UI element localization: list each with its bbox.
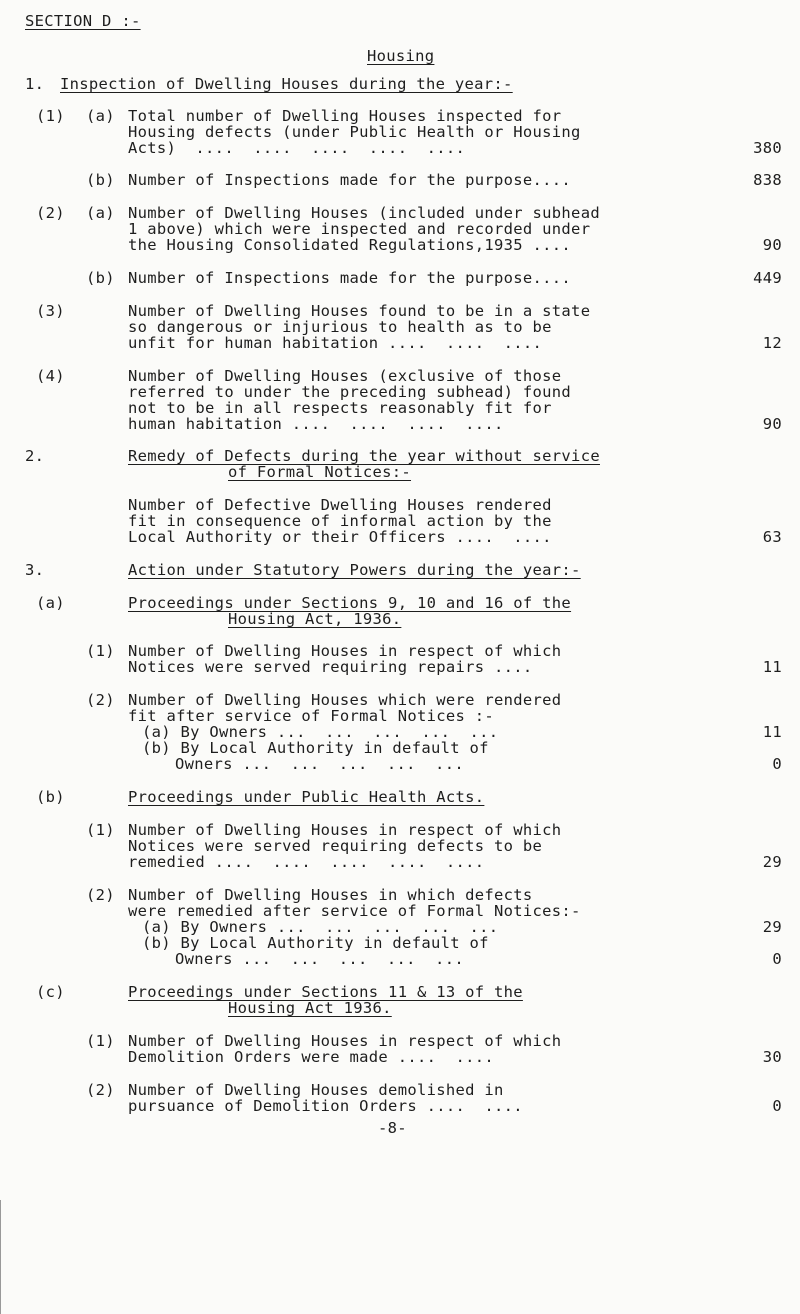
item-subline: (a) By Owners ... ... ... ... ... (142, 723, 499, 741)
subsection-label: (b) (36, 788, 65, 806)
item-sublabel: (b) (86, 269, 115, 287)
item-text-line: Local Authority or their Officers .... .... (128, 528, 552, 546)
item-value: 63 (762, 528, 782, 546)
subsection-heading-cont: Housing Act 1936. (228, 999, 392, 1017)
subsection-heading: Proceedings under Sections 11 & 13 of the (128, 983, 523, 1001)
page-title: Housing (367, 47, 435, 65)
item-text-line: pursuance of Demolition Orders .... .... (128, 1097, 523, 1115)
item-sublabel: (a) (86, 204, 115, 222)
subsection-heading: Proceedings under Public Health Acts. (128, 788, 485, 806)
item-text-line: Notices were served requiring defects to be (128, 837, 543, 855)
item-text-line: human habitation .... .... .... .... (128, 415, 504, 433)
item-text-line: were remedied after service of Formal Notices:- (128, 902, 581, 920)
item-text-line: the Housing Consolidated Regulations,1935 .... (128, 236, 572, 254)
item-text-line: Number of Inspections made for the purpose.... (128, 171, 572, 189)
item-subline: (b) By Local Authority in default of (142, 739, 489, 757)
item-value: 90 (762, 415, 782, 433)
item-label: (4) (36, 367, 65, 385)
item-text-line: Number of Dwelling Houses demolished in (128, 1081, 504, 1099)
item-text-line: Demolition Orders were made .... .... (128, 1048, 495, 1066)
section-1-heading: Inspection of Dwelling Houses during the year:- (60, 75, 513, 93)
item-text-line: referred to under the preceding subhead) found (128, 383, 572, 401)
item-label: (2) (86, 1081, 115, 1099)
item-label: (1) (86, 642, 115, 660)
item-text-line: unfit for human habitation .... .... .... (128, 334, 543, 352)
item-subline: (a) By Owners ... ... ... ... ... (142, 918, 499, 936)
item-text-line: Number of Dwelling Houses (included under subhead (128, 204, 600, 222)
item-label: (1) (86, 1032, 115, 1050)
item-value: 90 (762, 236, 782, 254)
subsection-label: (c) (36, 983, 65, 1001)
item-text-line: Number of Defective Dwelling Houses rendered (128, 496, 552, 514)
item-text-line: Number of Inspections made for the purpose.... (128, 269, 572, 287)
item-text-line: Housing defects (under Public Health or Housing (128, 123, 581, 141)
item-text-line: Number of Dwelling Houses in respect of which (128, 821, 562, 839)
item-value: 0 (772, 1097, 782, 1115)
section-3-heading: Action under Statutory Powers during the year:- (128, 561, 581, 579)
item-value: 11 (762, 658, 782, 676)
item-value: 12 (762, 334, 782, 352)
item-value: 29 (762, 853, 782, 871)
section-3-number: 3. (25, 561, 45, 579)
item-label: (3) (36, 302, 65, 320)
item-text-line: so dangerous or injurious to health as to be (128, 318, 552, 336)
scan-edge-line (0, 1200, 1, 1314)
item-value: 29 (762, 918, 782, 936)
item-label: (2) (36, 204, 65, 222)
item-value: 30 (762, 1048, 782, 1066)
item-value: 0 (772, 950, 782, 968)
item-text-line: Acts) .... .... .... .... .... (128, 139, 466, 157)
item-value: 449 (753, 269, 782, 287)
item-text-line: not to be in all respects reasonably fit for (128, 399, 552, 417)
item-value: 380 (753, 139, 782, 157)
item-sublabel: (b) (86, 171, 115, 189)
item-text-line: Total number of Dwelling Houses inspected for (128, 107, 562, 125)
item-label: (2) (86, 691, 115, 709)
subsection-heading-cont: Housing Act, 1936. (228, 610, 402, 628)
section-label: SECTION D :- (25, 12, 141, 30)
section-2-number: 2. (25, 447, 45, 465)
item-text-line: fit in consequence of informal action by the (128, 512, 552, 530)
item-text-line: Number of Dwelling Houses in which defects (128, 886, 533, 904)
page-number: -8- (378, 1119, 407, 1137)
section-2-heading-cont: of Formal Notices:- (228, 463, 412, 481)
item-subline: Owners ... ... ... ... ... (175, 755, 464, 773)
item-value: 11 (762, 723, 782, 741)
item-text-line: Number of Dwelling Houses found to be in a state (128, 302, 591, 320)
item-text-line: Number of Dwelling Houses which were rendered (128, 691, 562, 709)
item-label: (1) (36, 107, 65, 125)
subsection-heading: Proceedings under Sections 9, 10 and 16 of the (128, 594, 572, 612)
section-2-heading: Remedy of Defects during the year without service (128, 447, 600, 465)
item-subline: (b) By Local Authority in default of (142, 934, 489, 952)
item-label: (2) (86, 886, 115, 904)
item-text-line: remedied .... .... .... .... .... (128, 853, 485, 871)
item-text-line: Number of Dwelling Houses in respect of which (128, 642, 562, 660)
item-value: 0 (772, 755, 782, 773)
item-sublabel: (a) (86, 107, 115, 125)
item-text-line: 1 above) which were inspected and recorded under (128, 220, 591, 238)
item-text-line: fit after service of Formal Notices :- (128, 707, 495, 725)
item-value: 838 (753, 171, 782, 189)
item-text-line: Number of Dwelling Houses (exclusive of those (128, 367, 562, 385)
subsection-label: (a) (36, 594, 65, 612)
item-label: (1) (86, 821, 115, 839)
item-text-line: Notices were served requiring repairs .... (128, 658, 533, 676)
item-text-line: Number of Dwelling Houses in respect of which (128, 1032, 562, 1050)
item-subline: Owners ... ... ... ... ... (175, 950, 464, 968)
section-1-number: 1. (25, 75, 45, 93)
